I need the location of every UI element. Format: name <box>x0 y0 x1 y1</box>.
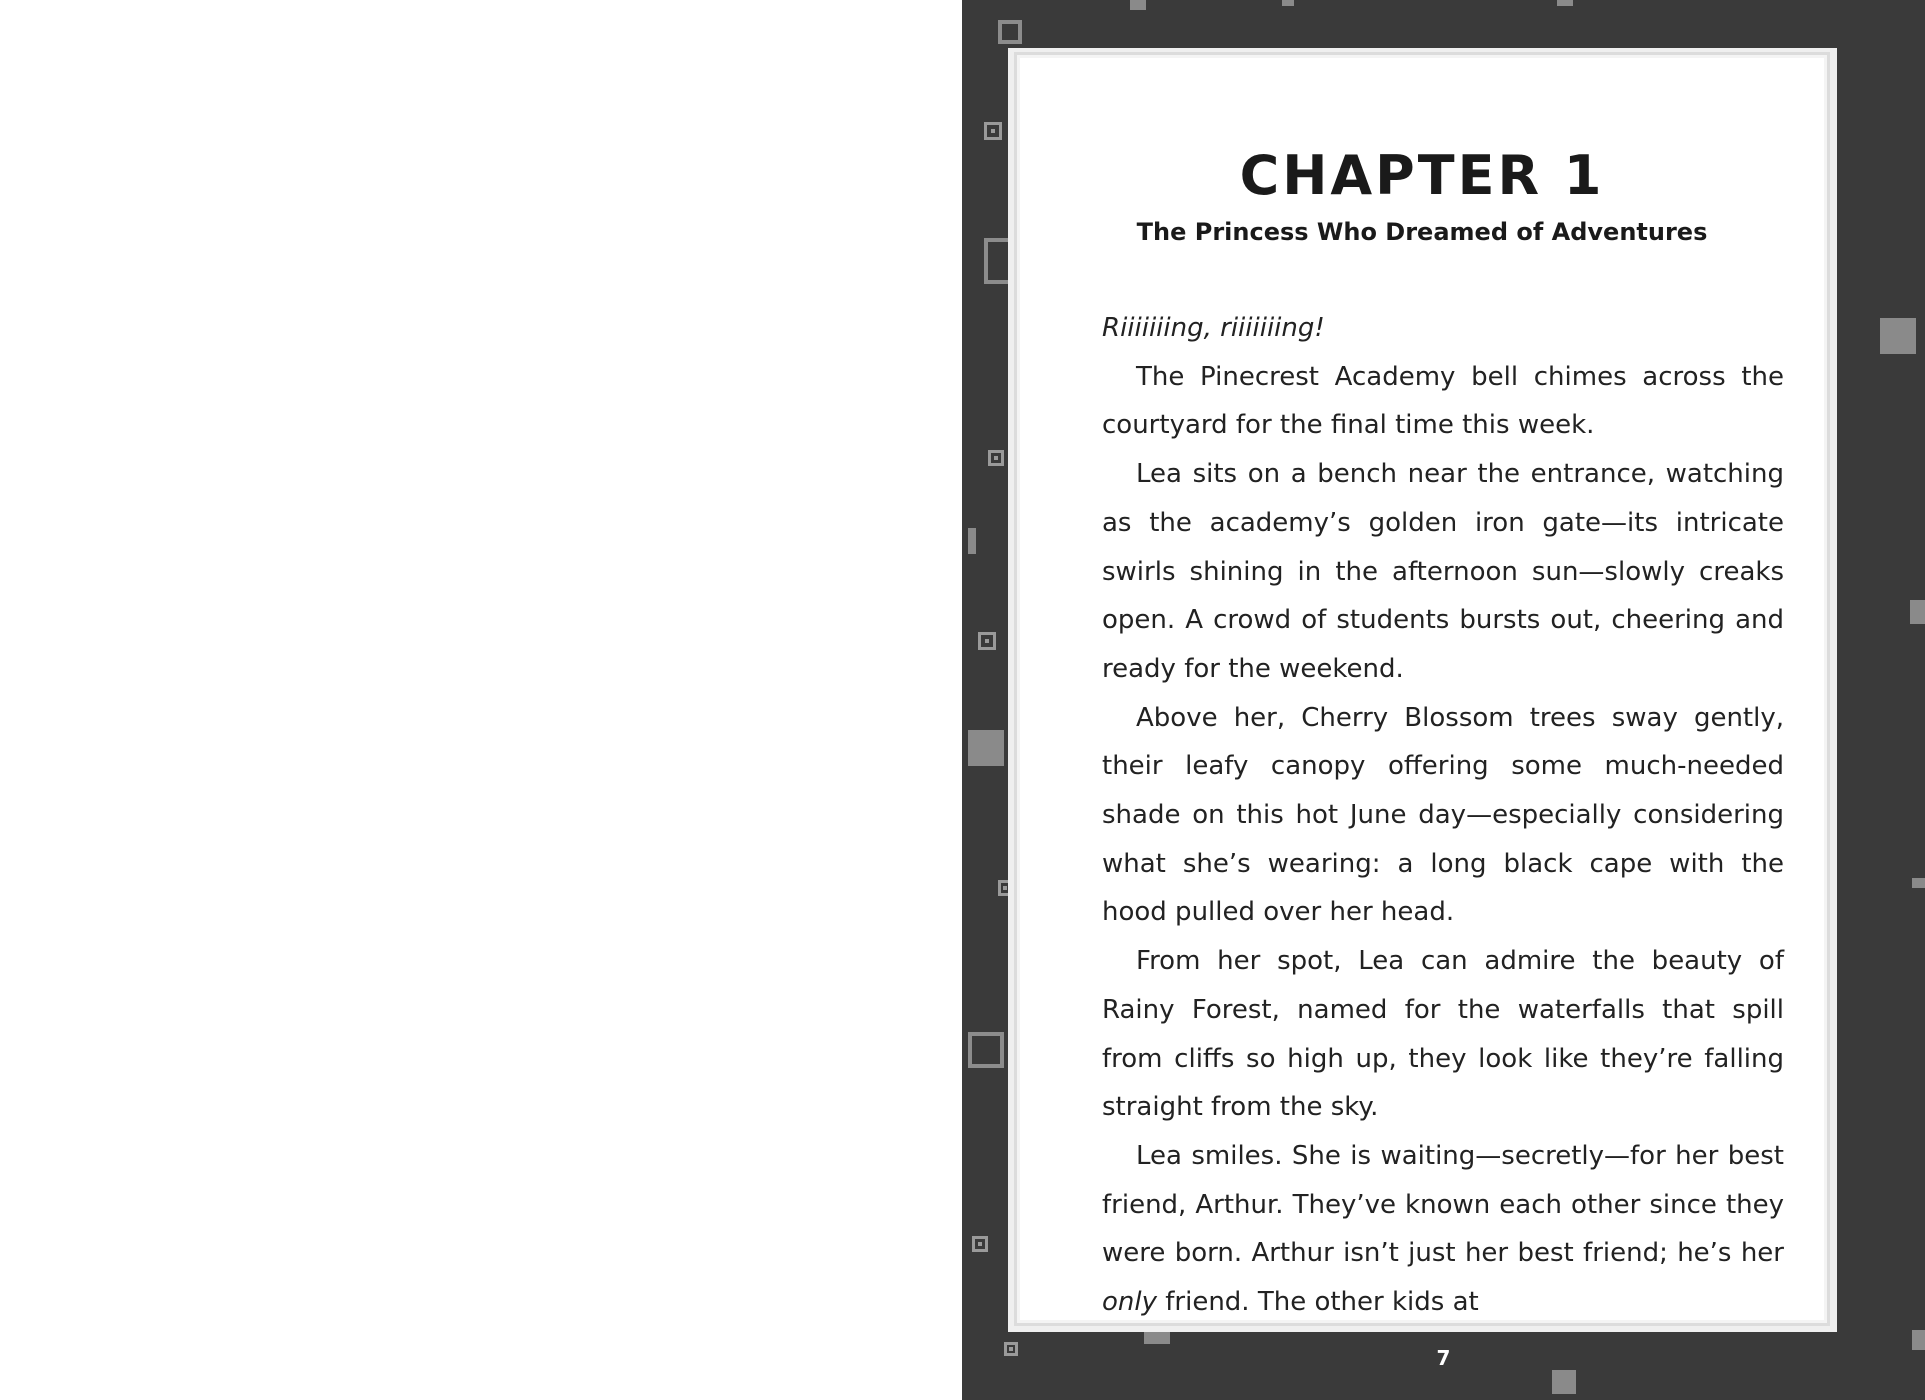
pixel-square-decoration <box>984 122 1002 140</box>
pixel-square-decoration <box>1912 878 1925 888</box>
page-number: 7 <box>1436 1346 1451 1370</box>
paragraph: The Pinecrest Academy bell chimes across the courtyard for the final time this week. <box>1102 361 1784 441</box>
pixel-square-decoration <box>1557 0 1573 6</box>
paragraph-text: friend. The other kids at <box>1157 1287 1479 1318</box>
pixel-square-decoration <box>1130 0 1146 10</box>
chapter-title: CHAPTER 1 <box>1239 144 1605 207</box>
pixel-square-decoration <box>968 730 1004 766</box>
chapter-body <box>1102 304 1784 1327</box>
paragraph: Lea sits on a bench near the entrance, watching as the academy’s golden iron gate—its intricate swirls shining in the afternoon sun—slowly creaks open. A crowd of students bursts out, cheering and ready for the weekend. <box>1102 459 1784 684</box>
opening-sound-line: Riiiiiiing, riiiiiiing! <box>1102 313 1325 343</box>
pixel-square-decoration <box>1552 1370 1576 1394</box>
paragraph-text: Lea smiles. She is waiting—secretly—for her best friend, Arthur. They’ve known each other since they were born. Arthur isn’t just her best friend; he’s her <box>1102 1140 1784 1269</box>
chapter-subtitle: The Princess Who Dreamed of Adventures <box>1136 218 1708 246</box>
pixel-square-decoration <box>998 20 1022 44</box>
pixel-square-decoration <box>1282 0 1294 6</box>
paragraph: Above her, Cherry Blossom trees sway gently, their leafy canopy offering some much-needed shade on this hot June day—especially considering what she’s wearing: a long black cape with the hood pulled over her head. <box>1102 702 1784 928</box>
emphasized-word: only <box>1102 1287 1157 1318</box>
pixel-square-decoration <box>968 1032 1004 1068</box>
paragraph: From her spot, Lea can admire the beauty of Rainy Forest, named for the waterfalls that spill from cliffs so high up, they look like they’re falling straight from the sky. <box>1102 946 1784 1123</box>
paragraph <box>1102 1132 1784 1327</box>
right-page <box>962 0 1925 1400</box>
pixel-square-decoration <box>988 450 1004 466</box>
pixel-square-decoration <box>978 632 996 650</box>
text-panel <box>1020 58 1824 1320</box>
left-blank-page <box>0 0 962 1400</box>
pixel-square-decoration <box>1880 318 1916 354</box>
pixel-square-decoration <box>972 1236 988 1252</box>
pixel-square-decoration <box>968 528 976 554</box>
pixel-square-decoration <box>1910 600 1925 624</box>
